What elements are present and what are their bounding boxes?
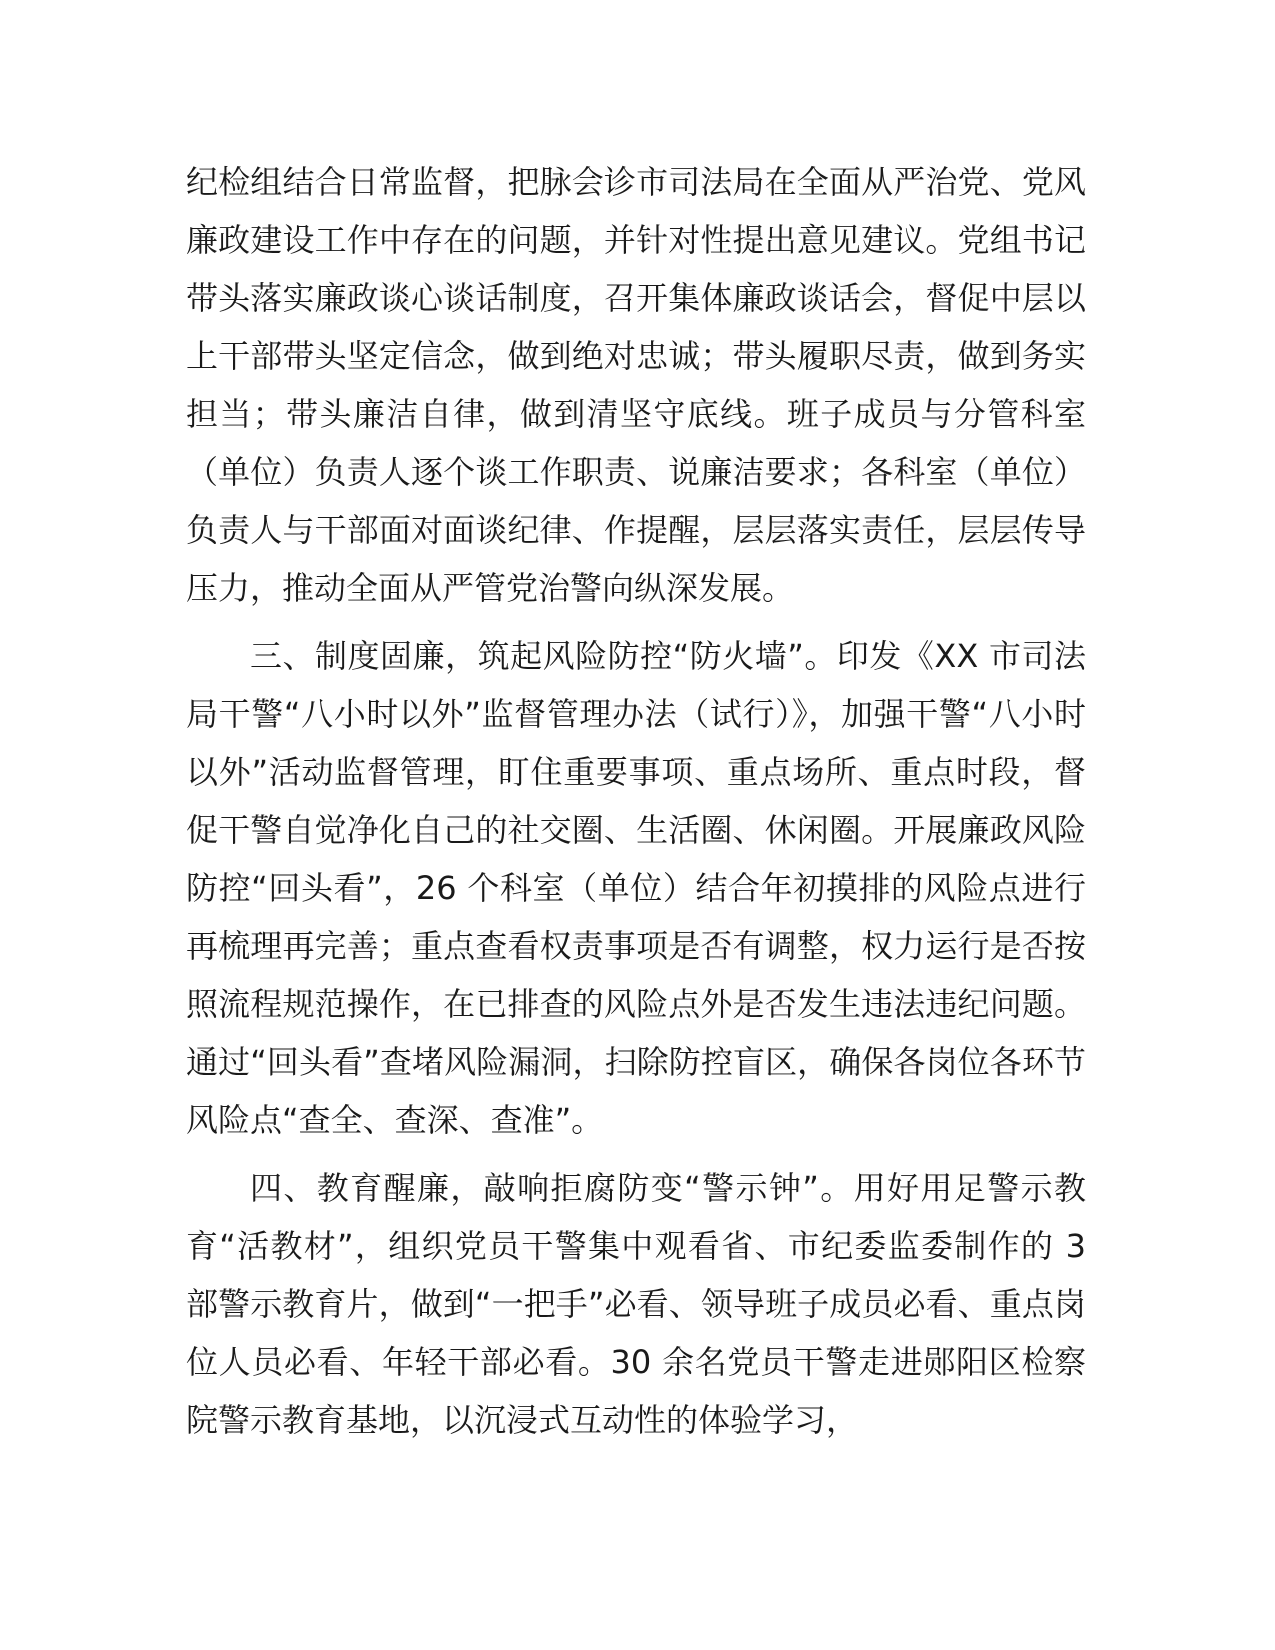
paragraph-continuation: 纪检组结合日常监督，把脉会诊市司法局在全面从严治党、党风廉政建设工作中存在的问题，并针对性提出意见建议。党组书记带头落实廉政谈心谈话制度，召开集体廉政谈话会，督促中层以上干部带头坚定信念，做到绝对忠诚；带头履职尽责，做到务实担当；带头廉洁自律，做到清坚守底线。班子成员与分管科室（单位）负责人逐个谈工作职责、说廉洁要求；各科室（单位）负责人与干部面对面谈纪律、作提醒，层层落实责任，层层传导压力，推动全面从严管党治警向纵深发展。 bbox=[186, 163, 1086, 607]
paragraph-section-four: 四、教育醒廉，敲响拒腐防变“警示钟”。用好用足警示教育“活教材”，组织党员干警集中观看省、市纪委监委制作的 3 部警示教育片，做到“一把手”必看、领导班子成员必看、重点岗位人员必看、年轻干部必看。30 余名党员干警走进郧阳区检察院警示教育基地，以沉浸式互动性的体验学习， bbox=[186, 1169, 1086, 1439]
paragraph-section-three: 三、制度固廉，筑起风险防控“防火墙”。印发《XX 市司法局干警“八小时以外”监督管理办法（试行）》，加强干警“八小时以外”活动监督管理，盯住重要事项、重点场所、重点时段，督促干警自觉净化自己的社交圈、生活圈、休闲圈。开展廉政风险防控“回头看”，26 个科室（单位）结合年初摸排的风险点进行再梳理再完善；重点查看权责事项是否有调整，权力运行是否按照流程规范操作，在已排查的风险点外是否发生违法违纪问题。通过“回头看”查堵风险漏洞，扫除防控盲区，确保各岗位各环节风险点“查全、查深、查准”。 bbox=[186, 637, 1086, 1139]
document-body bbox=[186, 153, 1086, 1449]
